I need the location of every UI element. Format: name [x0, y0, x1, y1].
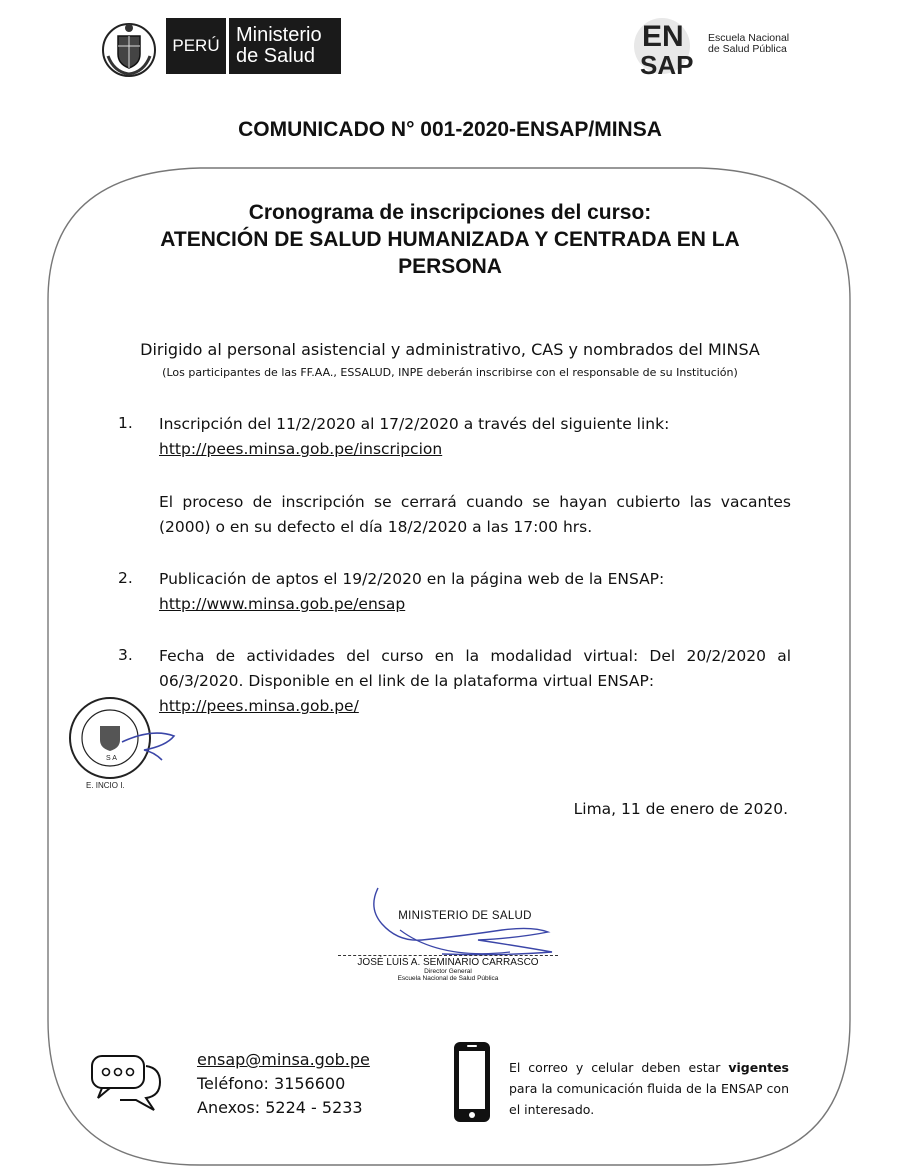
note-text-bold: vigentes [728, 1060, 789, 1075]
ensap-logo [632, 12, 704, 78]
signatory-role [338, 968, 558, 982]
ensap-name-line2: de Salud Pública [708, 43, 787, 55]
target-audience: Dirigido al personal asistencial y administrativo, CAS y nombrados del MINSA [140, 340, 760, 359]
email-link[interactable]: ensap@minsa.gob.pe [197, 1050, 370, 1069]
course-title-line1: Cronograma de inscripciones del curso: [248, 201, 652, 224]
target-audience-note: (Los participantes de las FF.AA., ESSALUD, INPE deberán inscribirse con el responsable de su Institución) [162, 366, 738, 379]
registration-link[interactable]: http://pees.minsa.gob.pe/inscripcion [159, 440, 443, 458]
ensap-web-link[interactable]: http://www.minsa.gob.pe/ensap [159, 595, 406, 613]
registration-closing-note: El proceso de inscripción se cerrará cuando se hayan cubierto las vacantes (2000) o en su defecto el día 18/2/2020 a las 17:00 hrs. [159, 493, 791, 536]
svg-text:SAP: SAP [640, 50, 694, 78]
ministry-seal-stamp [62, 690, 182, 792]
ensap-name-line1: Escuela Nacional [708, 32, 790, 44]
item-text: Publicación de aptos el 19/2/2020 en la página web de la ENSAP: [159, 570, 665, 588]
note-text-before: El correo y celular deben estar [509, 1060, 729, 1075]
list-item-publication [159, 567, 791, 617]
peru-coat-of-arms-logo [100, 16, 158, 80]
ministry-label-line2: de Salud [236, 45, 315, 67]
signatory-name: JOSÉ LUIS A. SEMINARIO CARRASCO [338, 955, 558, 968]
list-item-activities [159, 644, 791, 719]
course-title-line3: PERSONA [398, 255, 502, 278]
list-item-registration [159, 412, 791, 462]
item-text: Inscripción del 11/2/2020 al 17/2/2020 a través del siguiente link: [159, 415, 670, 433]
communique-title: COMUNICADO N° 001-2020-ENSAP/MINSA [238, 118, 662, 141]
chat-bubbles-icon [88, 1050, 164, 1116]
phone-number: Teléfono: 3156600 [197, 1074, 346, 1093]
signature-ministry: MINISTERIO DE SALUD [398, 910, 532, 922]
seal-caption: E. INCIO I. [86, 781, 125, 790]
ministry-label-line1: Ministerio [236, 24, 322, 46]
item-number: 3. [118, 646, 133, 664]
mobile-phone-icon [452, 1040, 492, 1124]
contact-validity-note [509, 1057, 789, 1120]
signatory-role-line2: Escuela Nacional de Salud Pública [397, 975, 499, 982]
svg-text:EN: EN [642, 20, 684, 53]
course-title [100, 199, 800, 280]
ministry-label-box [229, 18, 341, 74]
phone-extensions: Anexos: 5224 - 5233 [197, 1098, 363, 1117]
signatory-role-line1: Director General [424, 968, 472, 975]
ensap-name [708, 33, 789, 55]
peru-label-box [166, 18, 226, 74]
item-text: Fecha de actividades del curso en la modalidad virtual: Del 20/2/2020 al 06/3/2020. Disponible en el link de la plataforma virtual ENSAP: [159, 647, 791, 690]
svg-text:S A: S A [106, 755, 117, 762]
item-number: 1. [118, 414, 133, 432]
course-title-line2: ATENCIÓN DE SALUD HUMANIZADA Y CENTRADA EN LA [160, 228, 740, 251]
note-text-after: para la comunicación fluida de la ENSAP con el interesado. [509, 1081, 789, 1117]
item-number: 2. [118, 569, 133, 587]
contact-info [197, 1048, 370, 1120]
peru-label: PERÚ [172, 36, 220, 55]
place-date: Lima, 11 de enero de 2020. [573, 800, 788, 818]
virtual-platform-link[interactable]: http://pees.minsa.gob.pe/ [159, 697, 359, 715]
